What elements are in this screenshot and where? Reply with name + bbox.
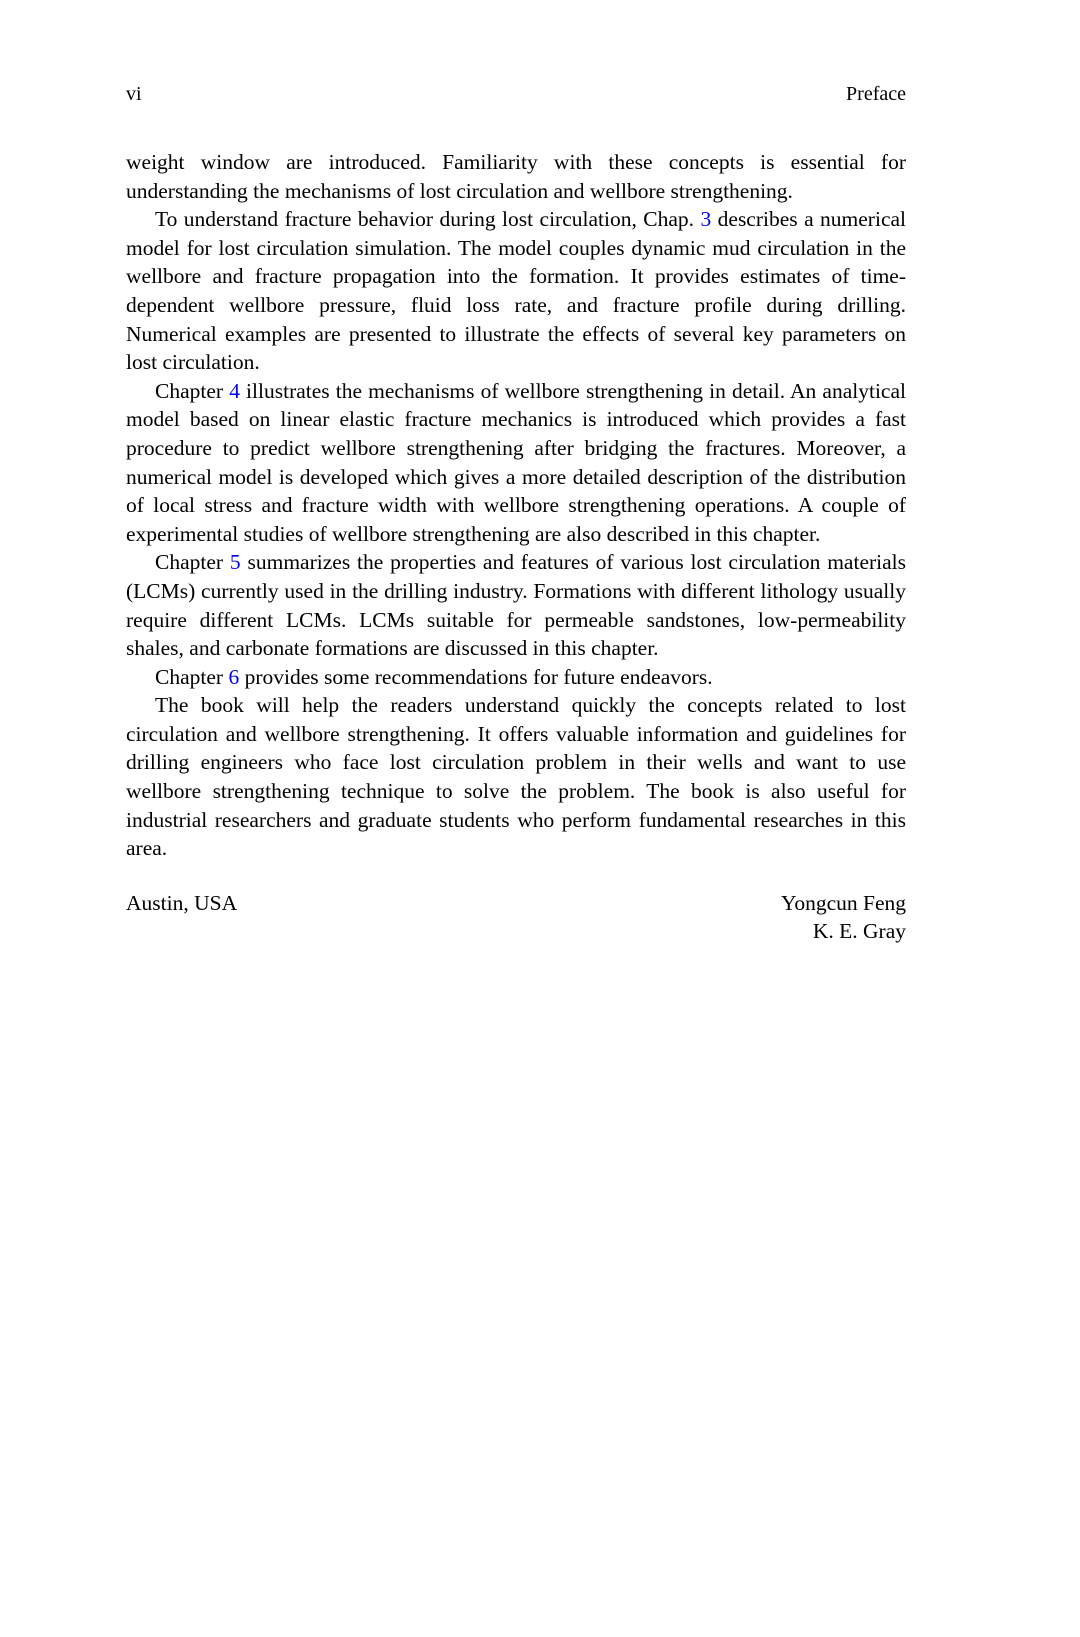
page-number: vi [126,83,142,105]
paragraph [126,548,906,662]
chapter-ref-link[interactable]: 6 [228,664,240,689]
author-names [781,889,906,946]
paragraph-text: illustrates the mechanisms of wellbore strengthening in detail. An analytical model based on linear elastic fracture mechanics is introduced which provides a fast procedure to predict wellbore strengthening after bridging the fractures. Moreover, a numerical model is developed which gives a more detailed description of the distribution of local stress and fracture width with wellbore strengthening operations. A couple of experimental studies of wellbore strengthening are also described in this chapter. [126,378,906,546]
paragraph-text: summarizes the properties and features of various lost circulation materials (LCMs) currently used in the drilling industry. Formations with different lithology usually require different LCMs. LCMs suitable for permeable sandstones, low-permeability shales, and carbonate formations are discussed in this chapter. [126,550,906,661]
paragraph-text: Chapter [155,550,230,575]
author-name-1: Yongcun Feng [780,890,906,915]
paragraph-text: To understand fracture behavior during lost circulation, Chap. [155,207,701,232]
paragraph [126,205,906,377]
paragraph [126,663,906,692]
preface-body [126,148,906,863]
chapter-ref-link[interactable]: 5 [229,550,241,575]
page-header [126,84,906,104]
signature-place: Austin, USA [126,890,238,915]
paragraph-text: describes a numerical model for lost circulation simulation. The model couples dynamic mud circulation in the wellbore and fracture propagation into the formation. It provides estimates of time-dependent wellbore pressure, fluid loss rate, and fracture profile during drilling. Numerical examples are presented to illustrate the effects of several key parameters on lost circulation. [126,207,907,375]
chapter-ref-link[interactable]: 3 [700,207,712,232]
paragraph [126,377,906,549]
chapter-ref-link[interactable]: 4 [229,378,240,403]
paragraph [126,148,906,205]
paragraph [126,691,906,863]
paragraph-text: Chapter [155,378,230,403]
paragraph-text: The book will help the readers understand quickly the concepts related to lost circulation and wellbore strengthening. It offers valuable information and guidelines for drilling engineers who face lost circulation problem in their wells and want to use wellbore strengthening technique to solve the problem. The book is also useful for industrial researchers and graduate students who perform fundamental researches in this area. [126,693,906,861]
paragraph-text: weight window are introduced. Familiarity with these concepts is essential for understanding the mechanisms of lost circulation and wellbore strengthening. [126,150,906,203]
paragraph-text: provides some recommendations for future endeavors. [239,664,713,689]
running-title: Preface [846,83,906,105]
author-name-2: K. E. Gray [812,919,906,944]
paragraph-text: Chapter [155,664,229,689]
signature-block [126,889,906,946]
